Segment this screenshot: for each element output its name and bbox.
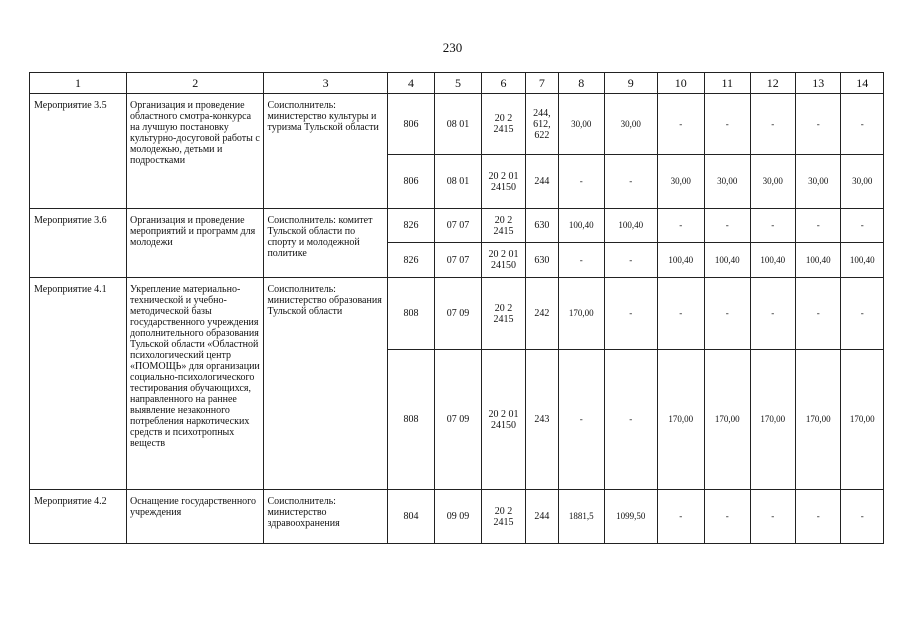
gov-code: 826 (387, 243, 435, 278)
value-cell: 170,00 (558, 278, 604, 350)
event-executor: Соисполнитель: министерство образования Тульской области (264, 278, 387, 490)
value-cell: 170,00 (841, 350, 884, 490)
value-cell: - (795, 209, 840, 243)
value-cell: - (750, 278, 795, 350)
value-cell: - (657, 209, 705, 243)
event-description: Укрепление материально-технической и учебно-методической базы государственного учреждения дополнительного образования Тульской области «Областной психологический центр «ПОМОЩЬ» для организации социально-психологического тестирования обучающихся, направленного на раннее выявление незаконного потребления наркотических средств и психотропных веществ (127, 278, 264, 490)
value-cell: - (750, 94, 795, 155)
value-cell: - (558, 243, 604, 278)
value-cell: 170,00 (657, 350, 705, 490)
value-cell: - (605, 278, 658, 350)
value-cell: 30,00 (705, 155, 750, 209)
value-cell: 100,40 (750, 243, 795, 278)
target-code: 20 2 01 24150 (481, 155, 525, 209)
value-cell: - (795, 94, 840, 155)
value-cell: 30,00 (657, 155, 705, 209)
value-cell: 100,40 (841, 243, 884, 278)
header-cell: 10 (657, 73, 705, 94)
value-cell: 100,40 (657, 243, 705, 278)
value-cell: 100,40 (795, 243, 840, 278)
target-code: 20 2 2415 (481, 490, 525, 544)
table-row (30, 94, 884, 155)
value-cell: - (795, 490, 840, 544)
expense-type: 630 (526, 243, 558, 278)
value-cell: 30,00 (841, 155, 884, 209)
value-cell: - (705, 490, 750, 544)
header-cell: 13 (795, 73, 840, 94)
value-cell: - (705, 209, 750, 243)
expense-type: 244 (526, 490, 558, 544)
event-description: Организация и проведение областного смотра-конкурса на лучшую постановку культурно-досуговой работы с молодежью, детьми и подростками (127, 94, 264, 209)
gov-code: 806 (387, 155, 435, 209)
header-cell: 3 (264, 73, 387, 94)
value-cell: 1099,50 (605, 490, 658, 544)
value-cell: - (657, 490, 705, 544)
section-code: 09 09 (435, 490, 481, 544)
header-cell: 7 (526, 73, 558, 94)
target-code: 20 2 2415 (481, 278, 525, 350)
value-cell: 100,40 (558, 209, 604, 243)
event-name: Мероприятие 4.2 (30, 490, 127, 544)
target-code: 20 2 2415 (481, 94, 525, 155)
value-cell: - (841, 209, 884, 243)
gov-code: 808 (387, 350, 435, 490)
event-executor: Соисполнитель: министерство культуры и туризма Тульской области (264, 94, 387, 209)
value-cell: 170,00 (750, 350, 795, 490)
value-cell: - (795, 278, 840, 350)
event-name: Мероприятие 3.6 (30, 209, 127, 278)
header-cell: 9 (605, 73, 658, 94)
section-code: 07 09 (435, 350, 481, 490)
section-code: 07 07 (435, 243, 481, 278)
expense-type: 244, 612, 622 (526, 94, 558, 155)
header-cell: 1 (30, 73, 127, 94)
event-description: Организация и проведение мероприятий и программ для молодежи (127, 209, 264, 278)
budget-table (29, 72, 884, 544)
event-name: Мероприятие 3.5 (30, 94, 127, 209)
header-cell: 2 (127, 73, 264, 94)
value-cell: - (841, 278, 884, 350)
gov-code: 806 (387, 94, 435, 155)
header-row (30, 73, 884, 94)
event-name: Мероприятие 4.1 (30, 278, 127, 490)
value-cell: 30,00 (558, 94, 604, 155)
gov-code: 804 (387, 490, 435, 544)
header-cell: 5 (435, 73, 481, 94)
value-cell: 100,40 (705, 243, 750, 278)
value-cell: - (605, 350, 658, 490)
value-cell: - (750, 490, 795, 544)
target-code: 20 2 2415 (481, 209, 525, 243)
value-cell: - (841, 94, 884, 155)
value-cell: 1881,5 (558, 490, 604, 544)
section-code: 07 07 (435, 209, 481, 243)
header-cell: 8 (558, 73, 604, 94)
value-cell: 30,00 (605, 94, 658, 155)
header-cell: 6 (481, 73, 525, 94)
value-cell: - (657, 278, 705, 350)
value-cell: 30,00 (795, 155, 840, 209)
value-cell: - (657, 94, 705, 155)
section-code: 08 01 (435, 94, 481, 155)
target-code: 20 2 01 24150 (481, 243, 525, 278)
value-cell: - (750, 209, 795, 243)
table-row (30, 278, 884, 350)
gov-code: 826 (387, 209, 435, 243)
value-cell: - (558, 155, 604, 209)
section-code: 07 09 (435, 278, 481, 350)
expense-type: 243 (526, 350, 558, 490)
header-cell: 12 (750, 73, 795, 94)
table-row (30, 209, 884, 243)
value-cell: 100,40 (605, 209, 658, 243)
value-cell: - (705, 94, 750, 155)
value-cell: 30,00 (750, 155, 795, 209)
target-code: 20 2 01 24150 (481, 350, 525, 490)
gov-code: 808 (387, 278, 435, 350)
value-cell: - (605, 155, 658, 209)
event-description: Оснащение государственного учреждения (127, 490, 264, 544)
value-cell: - (558, 350, 604, 490)
event-executor: Соисполнитель: министерство здравоохранения (264, 490, 387, 544)
value-cell: - (705, 278, 750, 350)
table-row (30, 490, 884, 544)
header-cell: 11 (705, 73, 750, 94)
value-cell: - (605, 243, 658, 278)
expense-type: 242 (526, 278, 558, 350)
section-code: 08 01 (435, 155, 481, 209)
value-cell: 170,00 (795, 350, 840, 490)
expense-type: 630 (526, 209, 558, 243)
value-cell: - (841, 490, 884, 544)
page-number: 230 (442, 40, 463, 55)
value-cell: 170,00 (705, 350, 750, 490)
header-cell: 14 (841, 73, 884, 94)
expense-type: 244 (526, 155, 558, 209)
event-executor: Соисполнитель: комитет Тульской области по спорту и молодежной политике (264, 209, 387, 278)
header-cell: 4 (387, 73, 435, 94)
